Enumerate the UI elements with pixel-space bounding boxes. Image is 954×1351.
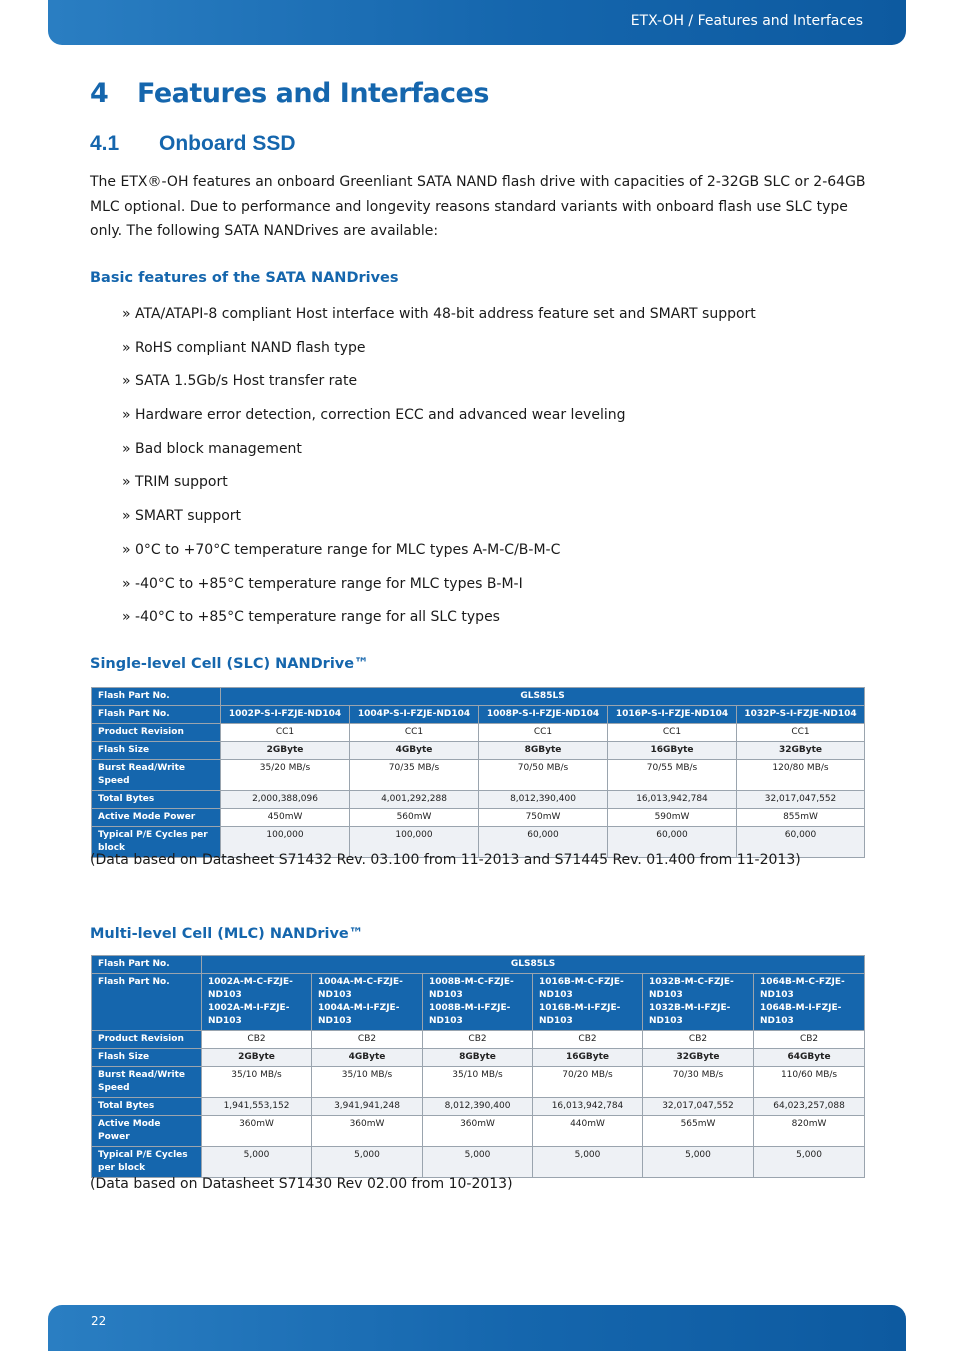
list-item: » RoHS compliant NAND flash type	[122, 338, 862, 372]
table-cell: 4,001,292,288	[350, 791, 479, 809]
part-number	[423, 974, 533, 1031]
table-cell: 5,000	[202, 1147, 312, 1178]
table-cell: 560mW	[350, 809, 479, 827]
table-cell: 32GByte	[643, 1049, 754, 1067]
part-line: ND103	[208, 1016, 242, 1026]
table-cell: 110/60 MB/s	[754, 1067, 865, 1098]
table-cell: CB2	[533, 1031, 643, 1049]
table-cell: 360mW	[312, 1116, 423, 1147]
table-cell: 1,941,553,152	[202, 1098, 312, 1116]
table-cell: 2,000,388,096	[221, 791, 350, 809]
part-line: 1008B-M-C-FZJE-	[429, 977, 514, 987]
row-label: Flash Size	[92, 1049, 202, 1067]
table-cell: 565mW	[643, 1116, 754, 1147]
table-cell: 5,000	[533, 1147, 643, 1178]
subsection-title: Onboard SSD	[159, 132, 296, 155]
table-cell: 3,941,941,248	[312, 1098, 423, 1116]
part-line: ND103	[649, 1016, 683, 1026]
feature-list	[122, 304, 862, 641]
part-line: 1008B-M-I-FZJE-	[429, 1003, 511, 1013]
table-row	[92, 1147, 865, 1178]
part-line: 1032B-M-I-FZJE-	[649, 1003, 731, 1013]
table-cell: CB2	[423, 1031, 533, 1049]
part-line: ND103	[429, 1016, 463, 1026]
table-cell: 35/10 MB/s	[312, 1067, 423, 1098]
row-label: Flash Part No.	[92, 956, 202, 974]
table-cell: 70/55 MB/s	[608, 760, 737, 791]
part-line: 1064B-M-I-FZJE-	[760, 1003, 842, 1013]
table-cell: 8GByte	[423, 1049, 533, 1067]
table-cell: 5,000	[643, 1147, 754, 1178]
row-label: Burst Read/Write Speed	[92, 1067, 202, 1098]
part-line: 1004A-M-C-FZJE-	[318, 977, 403, 987]
table-row	[92, 791, 865, 809]
part-line: 1002A-M-C-FZJE-	[208, 977, 293, 987]
table-cell: CB2	[643, 1031, 754, 1049]
table-cell: 2GByte	[221, 742, 350, 760]
list-item: » SMART support	[122, 506, 862, 540]
table-cell: 60,000	[608, 827, 737, 858]
row-label: Burst Read/Write Speed	[92, 760, 221, 791]
table-cell: 32,017,047,552	[737, 791, 865, 809]
table-row	[92, 760, 865, 791]
table-row	[92, 706, 865, 724]
table-row	[92, 1067, 865, 1098]
part-line: ND103	[760, 990, 794, 1000]
part-line: ND103	[539, 990, 573, 1000]
part-line: ND103	[429, 990, 463, 1000]
part-number	[312, 974, 423, 1031]
slc-heading: Single-level Cell (SLC) NANDrive™	[90, 656, 369, 672]
table-row	[92, 688, 865, 706]
part-number	[533, 974, 643, 1031]
table-cell: 35/10 MB/s	[202, 1067, 312, 1098]
table-cell: 100,000	[221, 827, 350, 858]
part-line: 1016B-M-C-FZJE-	[539, 977, 624, 987]
part-line: ND103	[760, 1016, 794, 1026]
list-item: » TRIM support	[122, 472, 862, 506]
list-item: » -40°C to +85°C temperature range for MLC types B-M-I	[122, 574, 862, 608]
page-number: 22	[91, 1314, 107, 1328]
slc-note: (Data based on Datasheet S71432 Rev. 03.100 from 11-2013 and S71445 Rev. 01.400 from 11-2013)	[90, 852, 801, 868]
table-cell: 5,000	[754, 1147, 865, 1178]
part-number	[754, 974, 865, 1031]
mlc-heading: Multi-level Cell (MLC) NANDrive™	[90, 926, 364, 942]
table-cell: 35/20 MB/s	[221, 760, 350, 791]
part-line: ND103	[649, 990, 683, 1000]
row-label: Typical P/E Cycles per block	[92, 1147, 202, 1178]
table-cell: 70/35 MB/s	[350, 760, 479, 791]
row-label: Flash Size	[92, 742, 221, 760]
slc-table	[91, 687, 865, 858]
row-label: Flash Part No.	[92, 706, 221, 724]
row-label: Product Revision	[92, 1031, 202, 1049]
row-label: Product Revision	[92, 724, 221, 742]
table-row	[92, 1031, 865, 1049]
table-cell: 32GByte	[737, 742, 865, 760]
part-number	[643, 974, 754, 1031]
table-cell: 16,013,942,784	[533, 1098, 643, 1116]
part-line: ND103	[318, 990, 352, 1000]
header-title: ETX-OH / Features and Interfaces	[630, 13, 863, 29]
table-cell: CB2	[202, 1031, 312, 1049]
table-cell: 70/50 MB/s	[479, 760, 608, 791]
part-line: 1004A-M-I-FZJE-	[318, 1003, 400, 1013]
part-number: 1016P-S-I-FZJE-ND104	[608, 706, 737, 724]
table-cell: 70/20 MB/s	[533, 1067, 643, 1098]
table-cell: 590mW	[608, 809, 737, 827]
features-heading: Basic features of the SATA NANDrives	[90, 270, 399, 286]
table-row	[92, 1049, 865, 1067]
table-cell: 16GByte	[533, 1049, 643, 1067]
part-line: 1002A-M-I-FZJE-	[208, 1003, 290, 1013]
row-label: Active Mode Power	[92, 809, 221, 827]
part-number: 1008P-S-I-FZJE-ND104	[479, 706, 608, 724]
table-row	[92, 956, 865, 974]
table-cell: 8GByte	[479, 742, 608, 760]
table-cell: 64,023,257,088	[754, 1098, 865, 1116]
table-cell: 2GByte	[202, 1049, 312, 1067]
table-row	[92, 1098, 865, 1116]
row-label: Total Bytes	[92, 1098, 202, 1116]
table-row	[92, 724, 865, 742]
table-cell: CB2	[754, 1031, 865, 1049]
table-cell: 120/80 MB/s	[737, 760, 865, 791]
row-label: Total Bytes	[92, 791, 221, 809]
row-label: Flash Part No.	[92, 974, 202, 1031]
part-number: 1032P-S-I-FZJE-ND104	[737, 706, 865, 724]
row-label: Flash Part No.	[92, 688, 221, 706]
family-name: GLS85LS	[221, 688, 865, 706]
table-cell: 64GByte	[754, 1049, 865, 1067]
table-cell: 360mW	[202, 1116, 312, 1147]
table-cell: CC1	[737, 724, 865, 742]
subsection-heading	[90, 132, 296, 156]
list-item: » Hardware error detection, correction ECC and advanced wear leveling	[122, 405, 862, 439]
list-item: » ATA/ATAPI-8 compliant Host interface with 48-bit address feature set and SMART support	[122, 304, 862, 338]
table-cell: 70/30 MB/s	[643, 1067, 754, 1098]
mlc-note: (Data based on Datasheet S71430 Rev 02.00 from 10-2013)	[90, 1176, 513, 1192]
table-row	[92, 742, 865, 760]
part-line: 1016B-M-I-FZJE-	[539, 1003, 621, 1013]
table-cell: 750mW	[479, 809, 608, 827]
table-cell: 60,000	[479, 827, 608, 858]
table-cell: CC1	[350, 724, 479, 742]
mlc-table	[91, 955, 865, 1178]
table-cell: 60,000	[737, 827, 865, 858]
table-cell: 855mW	[737, 809, 865, 827]
list-item: » SATA 1.5Gb/s Host transfer rate	[122, 371, 862, 405]
table-cell: 35/10 MB/s	[423, 1067, 533, 1098]
part-number: 1004P-S-I-FZJE-ND104	[350, 706, 479, 724]
table-cell: CC1	[221, 724, 350, 742]
table-cell: CB2	[312, 1031, 423, 1049]
table-cell: 8,012,390,400	[423, 1098, 533, 1116]
section-number: 4	[90, 78, 109, 109]
table-row	[92, 1116, 865, 1147]
table-cell: 4GByte	[350, 742, 479, 760]
table-cell: 4GByte	[312, 1049, 423, 1067]
family-name: GLS85LS	[202, 956, 865, 974]
row-label: Active Mode Power	[92, 1116, 202, 1147]
table-cell: 32,017,047,552	[643, 1098, 754, 1116]
part-line: ND103	[318, 1016, 352, 1026]
table-cell: 450mW	[221, 809, 350, 827]
table-cell: CC1	[608, 724, 737, 742]
table-row	[92, 809, 865, 827]
part-number	[202, 974, 312, 1031]
part-line: ND103	[539, 1016, 573, 1026]
part-number: 1002P-S-I-FZJE-ND104	[221, 706, 350, 724]
table-row	[92, 974, 865, 1031]
part-line: 1064B-M-C-FZJE-	[760, 977, 845, 987]
list-item: » Bad block management	[122, 439, 862, 473]
subsection-number: 4.1	[90, 132, 120, 155]
table-cell: CC1	[479, 724, 608, 742]
table-cell: 16,013,942,784	[608, 791, 737, 809]
row-label: Typical P/E Cycles per block	[92, 827, 221, 858]
footer-bar	[48, 1305, 906, 1351]
list-item: » -40°C to +85°C temperature range for all SLC types	[122, 607, 862, 641]
table-cell: 820mW	[754, 1116, 865, 1147]
table-cell: 5,000	[423, 1147, 533, 1178]
table-cell: 440mW	[533, 1116, 643, 1147]
header-bar	[48, 0, 906, 45]
section-heading	[90, 78, 489, 109]
table-cell: 5,000	[312, 1147, 423, 1178]
table-cell: 100,000	[350, 827, 479, 858]
part-line: 1032B-M-C-FZJE-	[649, 977, 734, 987]
table-cell: 16GByte	[608, 742, 737, 760]
part-line: ND103	[208, 990, 242, 1000]
table-cell: 8,012,390,400	[479, 791, 608, 809]
table-cell: 360mW	[423, 1116, 533, 1147]
section-title: Features and Interfaces	[137, 78, 489, 109]
list-item: » 0°C to +70°C temperature range for MLC types A-M-C/B-M-C	[122, 540, 862, 574]
intro-paragraph: The ETX®-OH features an onboard Greenliant SATA NAND flash drive with capacities of 2-32GB SLC or 2-64GB MLC optional. Due to performance and longevity reasons standard variants with onboard flash use SLC type only. The following SATA NANDrives are available:	[90, 174, 866, 239]
